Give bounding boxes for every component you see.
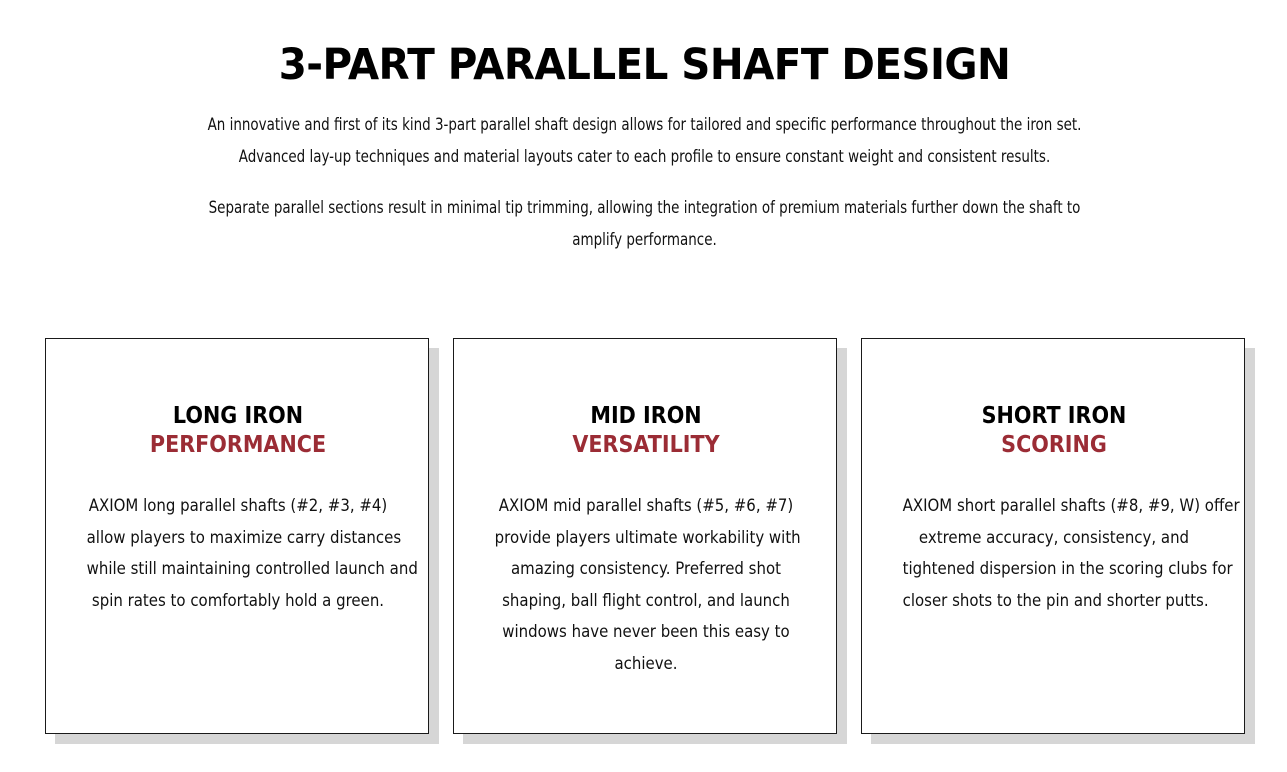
card-subtitle: VERSATILITY bbox=[572, 432, 720, 458]
card-description bbox=[66, 491, 418, 617]
card-description-line: tightened dispersion in the scoring clubs for bbox=[902, 559, 1233, 580]
card-panel bbox=[453, 338, 837, 734]
card-description-line: achieve. bbox=[614, 653, 678, 674]
card-description-line: extreme accuracy, consistency, and bbox=[918, 527, 1190, 548]
card-description-line: spin rates to comfortably hold a green. bbox=[91, 590, 385, 611]
page-title: 3-PART PARALLEL SHAFT DESIGN bbox=[278, 40, 1011, 90]
card-panel bbox=[861, 338, 1245, 734]
card-description bbox=[882, 491, 1240, 617]
card-subtitle: SCORING bbox=[1001, 432, 1107, 458]
card-description-line: AXIOM long parallel shafts (#2, #3, #4) bbox=[88, 496, 388, 516]
card-description-line: AXIOM mid parallel shafts (#5, #6, #7) bbox=[498, 496, 794, 516]
card-description bbox=[474, 491, 818, 681]
card-description-line: windows have never been this easy to bbox=[502, 622, 790, 643]
intro-paragraph-1-line-2: Advanced lay-up techniques and material layouts cater to each profile to ensure constant weight and consistent results. bbox=[238, 147, 1051, 167]
intro-paragraph-2-line-1: Separate parallel sections result in minimal tip trimming, allowing the integration of premium materials further down the shaft to bbox=[208, 198, 1081, 218]
card-title: MID IRON bbox=[590, 403, 702, 429]
intro-paragraph-1 bbox=[143, 109, 1146, 173]
card-title: SHORT IRON bbox=[981, 403, 1127, 429]
card-description-line: provide players ultimate workability with bbox=[494, 527, 801, 548]
card-description-line: while still maintaining controlled launch and bbox=[86, 559, 418, 580]
card-description-line: closer shots to the pin and shorter putts. bbox=[902, 590, 1209, 611]
card-mid-iron bbox=[453, 338, 837, 734]
intro-paragraph-1-line-1: An innovative and first of its kind 3-part parallel shaft design allows for tailored and specific performance throughout the iron set. bbox=[207, 115, 1082, 135]
card-description-line: shaping, ball flight control, and launch bbox=[502, 590, 790, 611]
card-long-iron bbox=[45, 338, 429, 734]
card-subtitle: PERFORMANCE bbox=[149, 432, 327, 458]
card-short-iron bbox=[861, 338, 1245, 734]
card-description-line: allow players to maximize carry distances bbox=[86, 527, 402, 548]
card-description-line: amazing consistency. Preferred shot bbox=[511, 559, 781, 580]
intro-paragraph-2-line-2: amplify performance. bbox=[572, 230, 717, 250]
card-panel bbox=[45, 338, 429, 734]
card-title: LONG IRON bbox=[172, 403, 304, 429]
card-description-line: AXIOM short parallel shafts (#8, #9, W) offer bbox=[902, 496, 1240, 516]
intro-paragraph-2 bbox=[143, 192, 1146, 256]
